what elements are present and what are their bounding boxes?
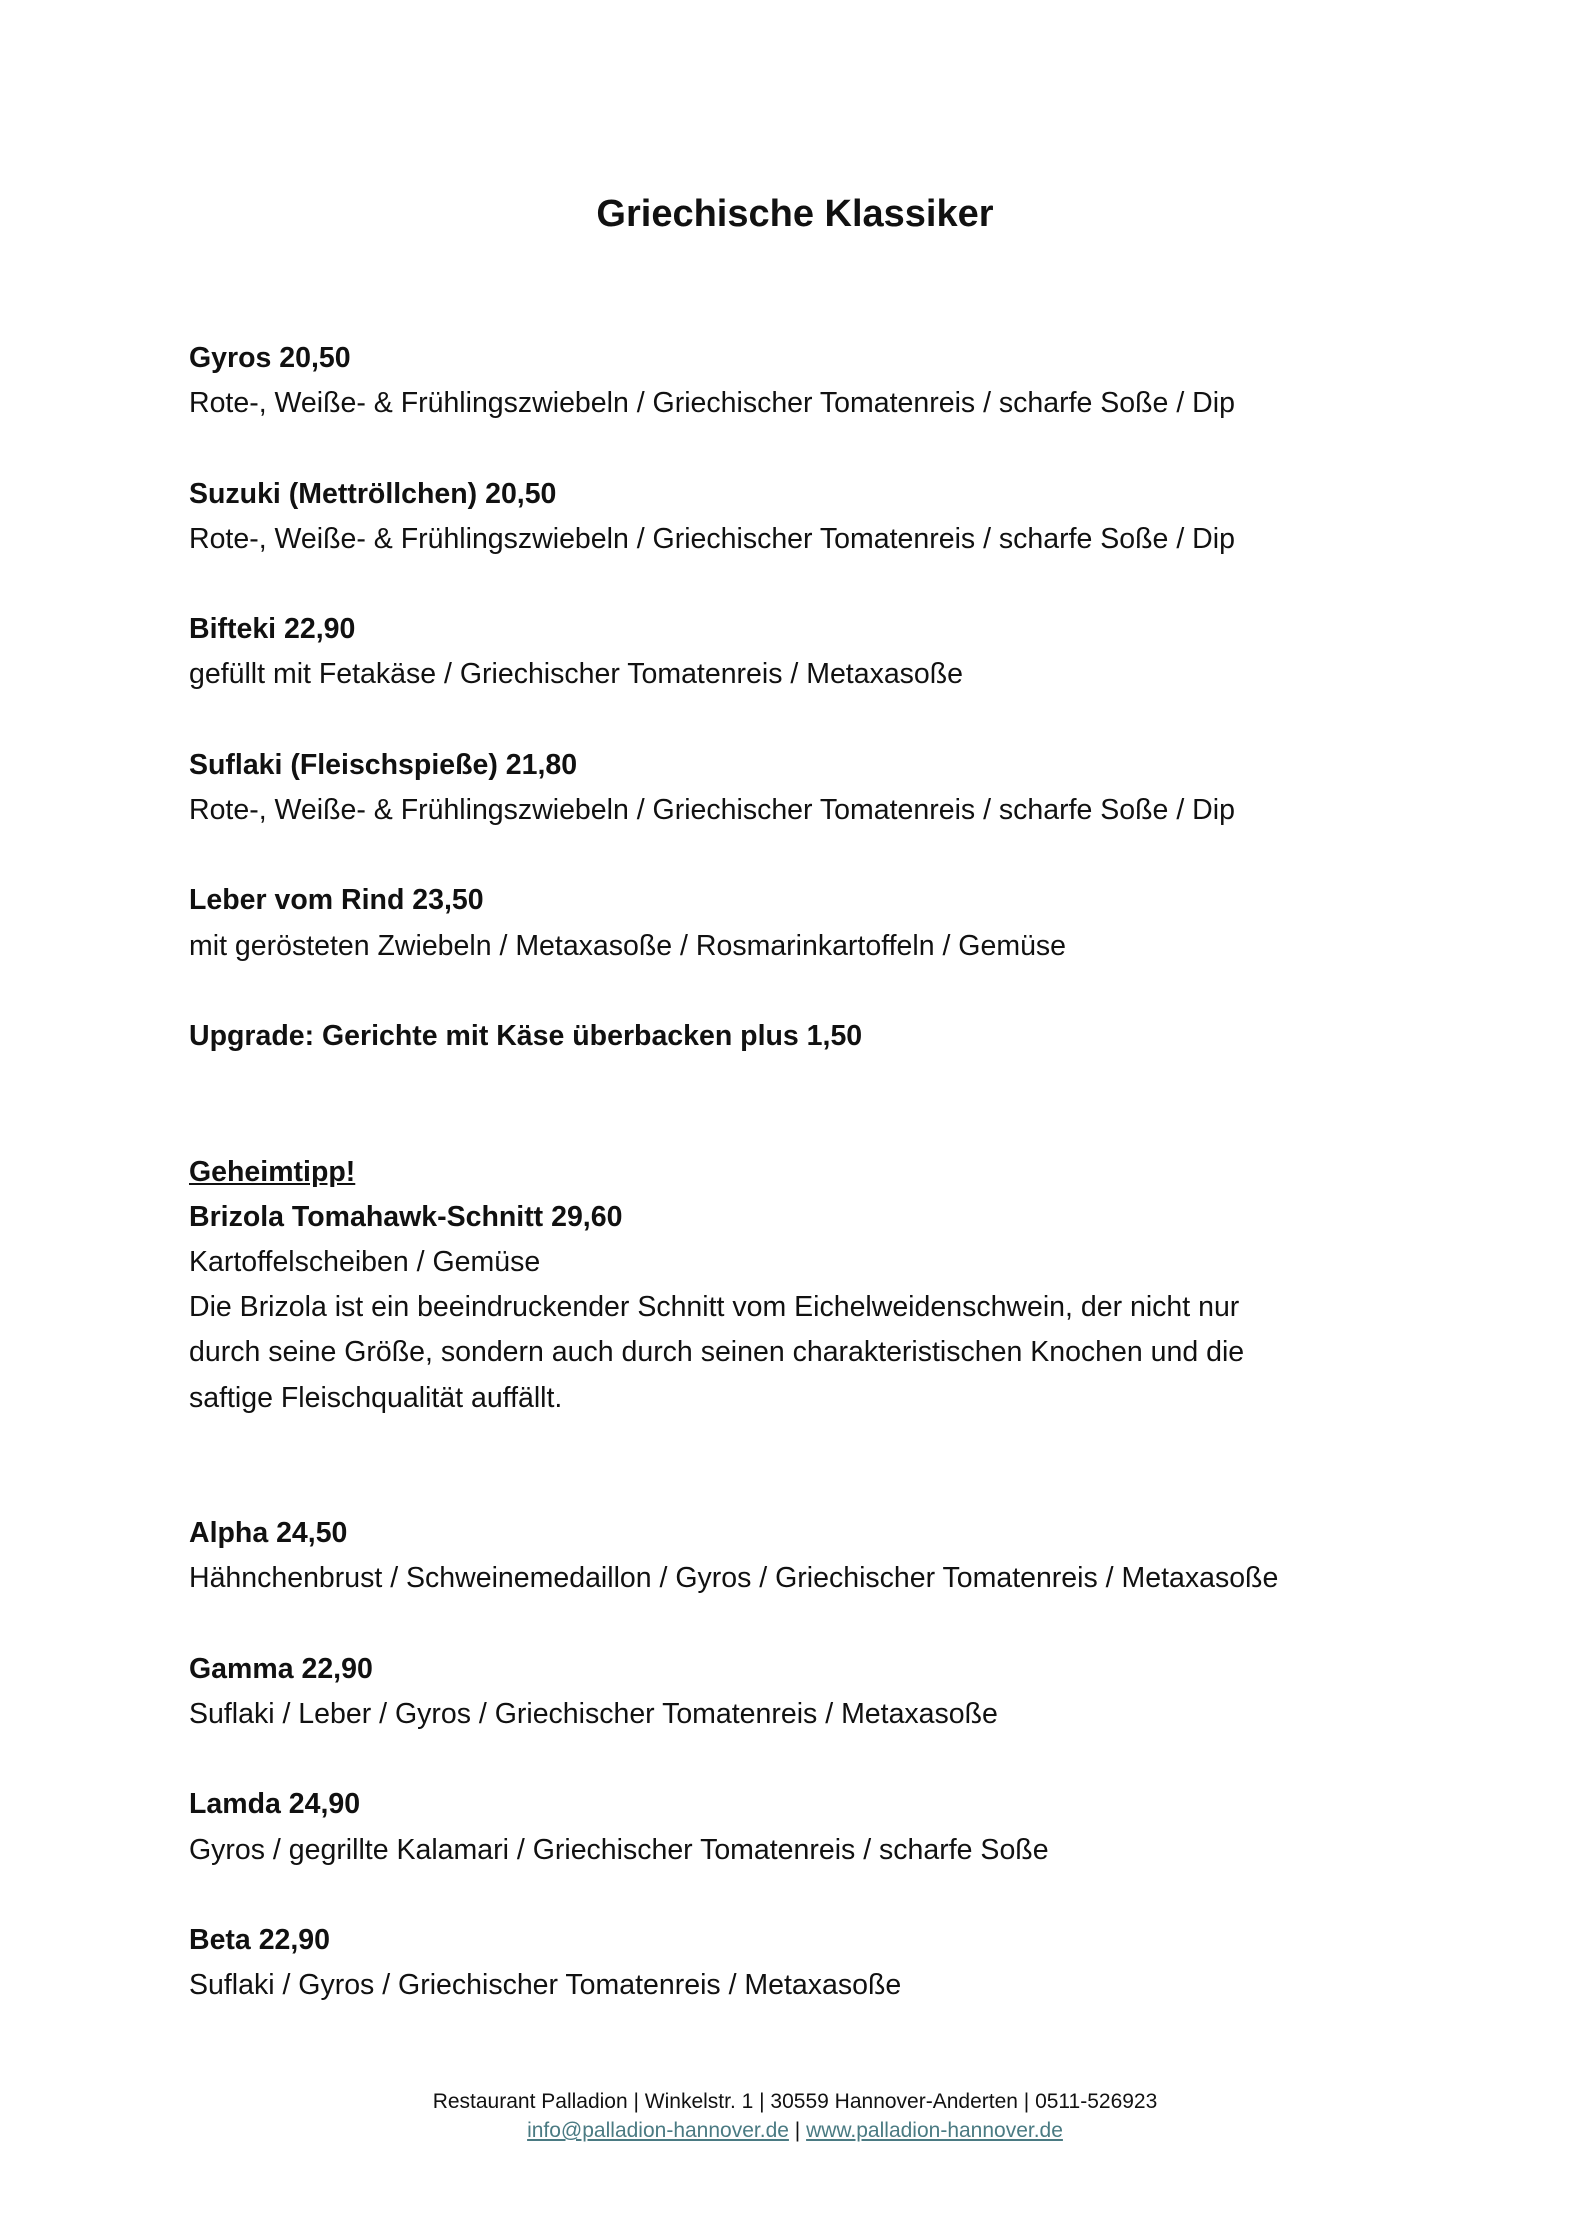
dish-name: Bifteki 22,90 <box>189 613 356 646</box>
dish-name: Lamda 24,90 <box>189 1788 361 1821</box>
special-section <box>189 1150 1439 1421</box>
dish-description: Rote-, Weiße- & Frühlingszwiebeln / Griechischer Tomatenreis / scharfe Soße / Dip <box>189 522 1235 555</box>
dish-description: Rote-, Weiße- & Frühlingszwiebeln / Griechischer Tomatenreis / scharfe Soße / Dip <box>189 387 1235 420</box>
dish-name: Beta 22,90 <box>189 1923 331 1956</box>
website-link[interactable]: www.palladion-hannover.de <box>806 2119 1063 2142</box>
menu-item-beta <box>189 1918 1439 2008</box>
page-title: Griechische Klassiker <box>596 193 994 235</box>
dish-sides: Kartoffelscheiben / Gemüse <box>189 1245 541 1278</box>
menu-item-suzuki <box>189 472 1439 562</box>
menu-item-lamda <box>189 1782 1439 1872</box>
dish-description: Gyros / gegrillte Kalamari / Griechischer Tomatenreis / scharfe Soße <box>189 1833 1049 1866</box>
menu-item-bifteki <box>189 607 1439 697</box>
dish-name: Alpha 24,50 <box>189 1517 348 1550</box>
menu-item-gyros <box>189 336 1439 426</box>
dish-name: Brizola Tomahawk-Schnitt 29,60 <box>189 1200 623 1233</box>
dish-description: gefüllt mit Fetakäse / Griechischer Tomatenreis / Metaxasoße <box>189 658 964 691</box>
special-description-line: Die Brizola ist ein beeindruckender Schnitt vom Eichelweidenschwein, der nicht nur <box>189 1291 1240 1324</box>
footer-address: Restaurant Palladion | Winkelstr. 1 | 30559 Hannover-Anderten | 0511-526923 <box>432 2090 1158 2113</box>
dish-name: Gyros 20,50 <box>189 342 351 374</box>
special-heading: Geheimtipp! <box>189 1155 356 1188</box>
menu-content <box>189 336 1439 2008</box>
dish-description: Suflaki / Gyros / Griechischer Tomatenreis / Metaxasoße <box>189 1969 902 2002</box>
dish-name: Gamma 22,90 <box>189 1652 373 1685</box>
email-link[interactable]: info@palladion-hannover.de <box>527 2119 789 2142</box>
menu-item-alpha <box>189 1511 1439 1601</box>
footer <box>0 2087 1571 2145</box>
footer-separator: | <box>794 2119 801 2142</box>
dish-name: Suflaki (Fleischspieße) 21,80 <box>189 748 578 781</box>
dish-name: Suzuki (Mettröllchen) 20,50 <box>189 477 557 510</box>
menu-item-suflaki <box>189 743 1439 833</box>
special-description-line: saftige Fleischqualität auffällt. <box>189 1381 563 1414</box>
special-description-line: durch seine Größe, sondern auch durch seinen charakteristischen Knochen und die <box>189 1336 1245 1369</box>
upgrade-note: Upgrade: Gerichte mit Käse überbacken plus 1,50 <box>189 1019 863 1052</box>
dish-description: Hähnchenbrust / Schweinemedaillon / Gyros / Griechischer Tomatenreis / Metaxasoße <box>189 1562 1279 1595</box>
dish-name: Leber vom Rind 23,50 <box>189 884 484 917</box>
dish-description: mit gerösteten Zwiebeln / Metaxasoße / Rosmarinkartoffeln / Gemüse <box>189 929 1067 962</box>
dish-description: Rote-, Weiße- & Frühlingszwiebeln / Griechischer Tomatenreis / scharfe Soße / Dip <box>189 793 1235 826</box>
menu-item-leber <box>189 878 1439 968</box>
menu-item-gamma <box>189 1647 1439 1737</box>
dish-description: Suflaki / Leber / Gyros / Griechischer Tomatenreis / Metaxasoße <box>189 1697 998 1730</box>
